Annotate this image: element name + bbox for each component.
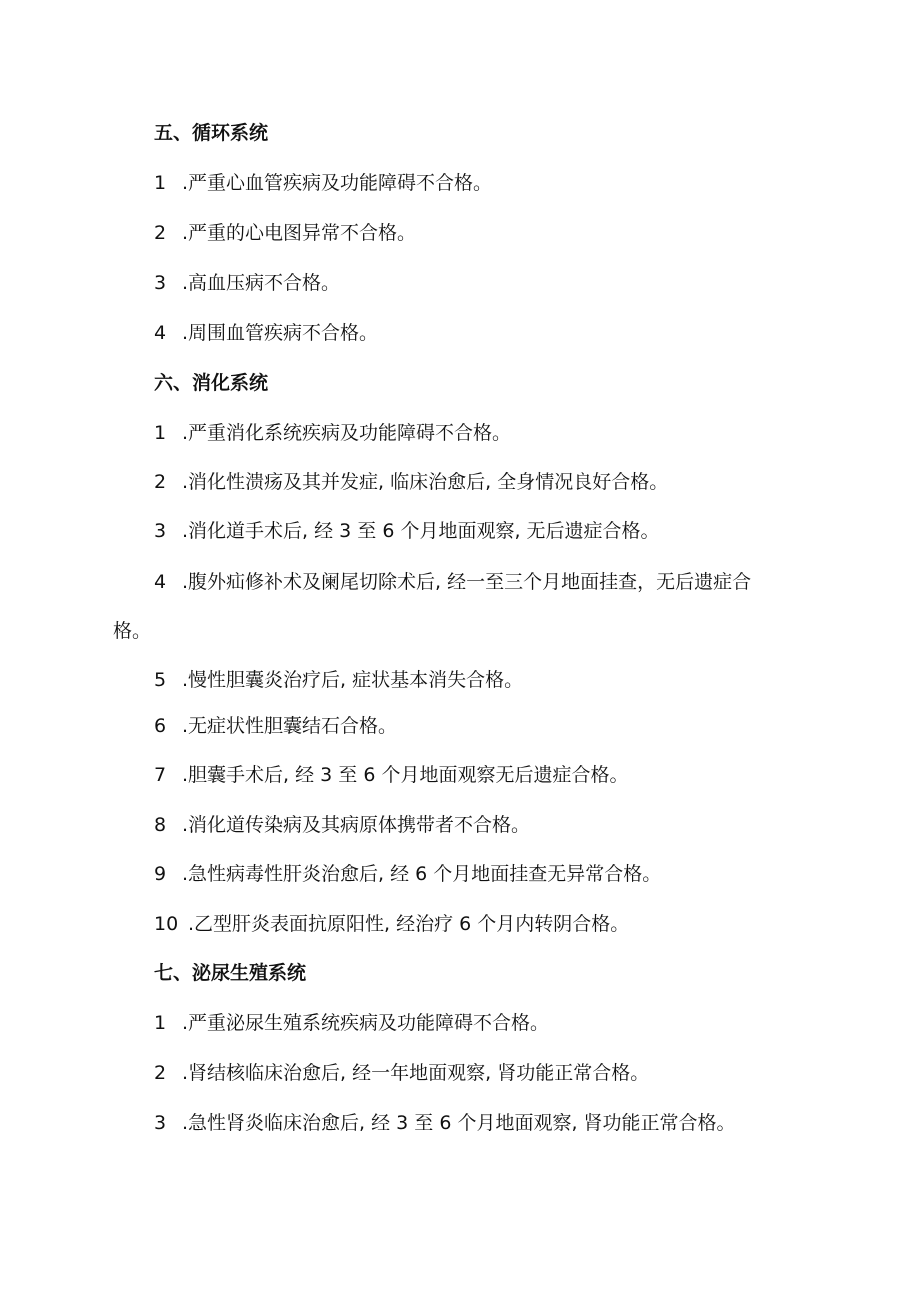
item-number: 5 (154, 669, 167, 691)
item-number: 4 (154, 322, 167, 344)
item-text: .急性病毒性肝炎治愈后, 经 6 个月地面挂查无异常合格。 (182, 863, 662, 885)
list-item (154, 519, 660, 543)
item-text: .急性肾炎临床治愈后, 经 3 至 6 个月地面观察, 肾功能正常合格。 (182, 1112, 736, 1134)
list-item-continuation: 格。 (113, 620, 152, 642)
list-item (154, 321, 378, 345)
item-number: 2 (154, 222, 167, 244)
list-item (154, 714, 397, 738)
item-number: 3 (154, 1112, 167, 1134)
item-number: 6 (154, 715, 167, 737)
list-item (154, 912, 629, 936)
item-number: 8 (154, 814, 167, 836)
item-number: 1 (154, 1012, 167, 1034)
list-item (154, 271, 340, 295)
item-number: 2 (154, 1062, 167, 1084)
list-item (154, 171, 492, 195)
list-item (154, 668, 523, 692)
item-text: .无症状性胆囊结石合格。 (182, 715, 398, 737)
list-item (154, 813, 530, 837)
item-text: .消化性溃疡及其并发症, 临床治愈后, 全身情况良好合格。 (182, 471, 669, 493)
item-text: .严重心血管疾病及功能障碍不合格。 (182, 172, 493, 194)
item-text: .严重泌尿生殖系统疾病及功能障碍不合格。 (182, 1012, 550, 1034)
item-text: .严重的心电图异常不合格。 (182, 222, 417, 244)
list-item (154, 221, 416, 245)
item-number: 4 (154, 571, 167, 593)
item-number: 3 (154, 520, 167, 542)
list-item (154, 421, 511, 445)
item-number: 1 (154, 172, 167, 194)
list-item (154, 862, 661, 886)
list-item (154, 470, 668, 494)
item-number: 7 (154, 764, 167, 786)
item-text: .乙型肝炎表面抗原阳性, 经治疗 6 个月内转阴合格。 (188, 913, 630, 935)
item-text: .高血压病不合格。 (182, 272, 341, 294)
list-item (154, 1011, 549, 1035)
item-number: 3 (154, 272, 167, 294)
item-number: 9 (154, 863, 167, 885)
list-item (154, 1061, 649, 1085)
item-number: 1 (154, 422, 167, 444)
item-text: .周围血管疾病不合格。 (182, 322, 379, 344)
item-text: .慢性胆囊炎治疗后, 症状基本消失合格。 (182, 669, 524, 691)
list-item (154, 763, 628, 787)
item-text: .胆囊手术后, 经 3 至 6 个月地面观察无后遗症合格。 (182, 764, 629, 786)
item-text: .消化道手术后, 经 3 至 6 个月地面观察, 无后遗症合格。 (182, 520, 660, 542)
list-item (154, 570, 751, 594)
item-number: 10 (154, 913, 179, 935)
section-heading: 六、消化系统 (154, 372, 269, 394)
item-text: .肾结核临床治愈后, 经一年地面观察, 肾功能正常合格。 (182, 1062, 650, 1084)
section-heading: 七、泌尿生殖系统 (154, 962, 307, 984)
item-text: .消化道传染病及其病原体携带者不合格。 (182, 814, 531, 836)
section-heading: 五、循环系统 (154, 122, 269, 144)
item-number: 2 (154, 471, 167, 493)
item-text: .腹外疝修补术及阑尾切除术后, 经一至三个月地面挂查，无后遗症合 (182, 571, 752, 593)
item-text: .严重消化系统疾病及功能障碍不合格。 (182, 422, 512, 444)
list-item (154, 1111, 736, 1135)
